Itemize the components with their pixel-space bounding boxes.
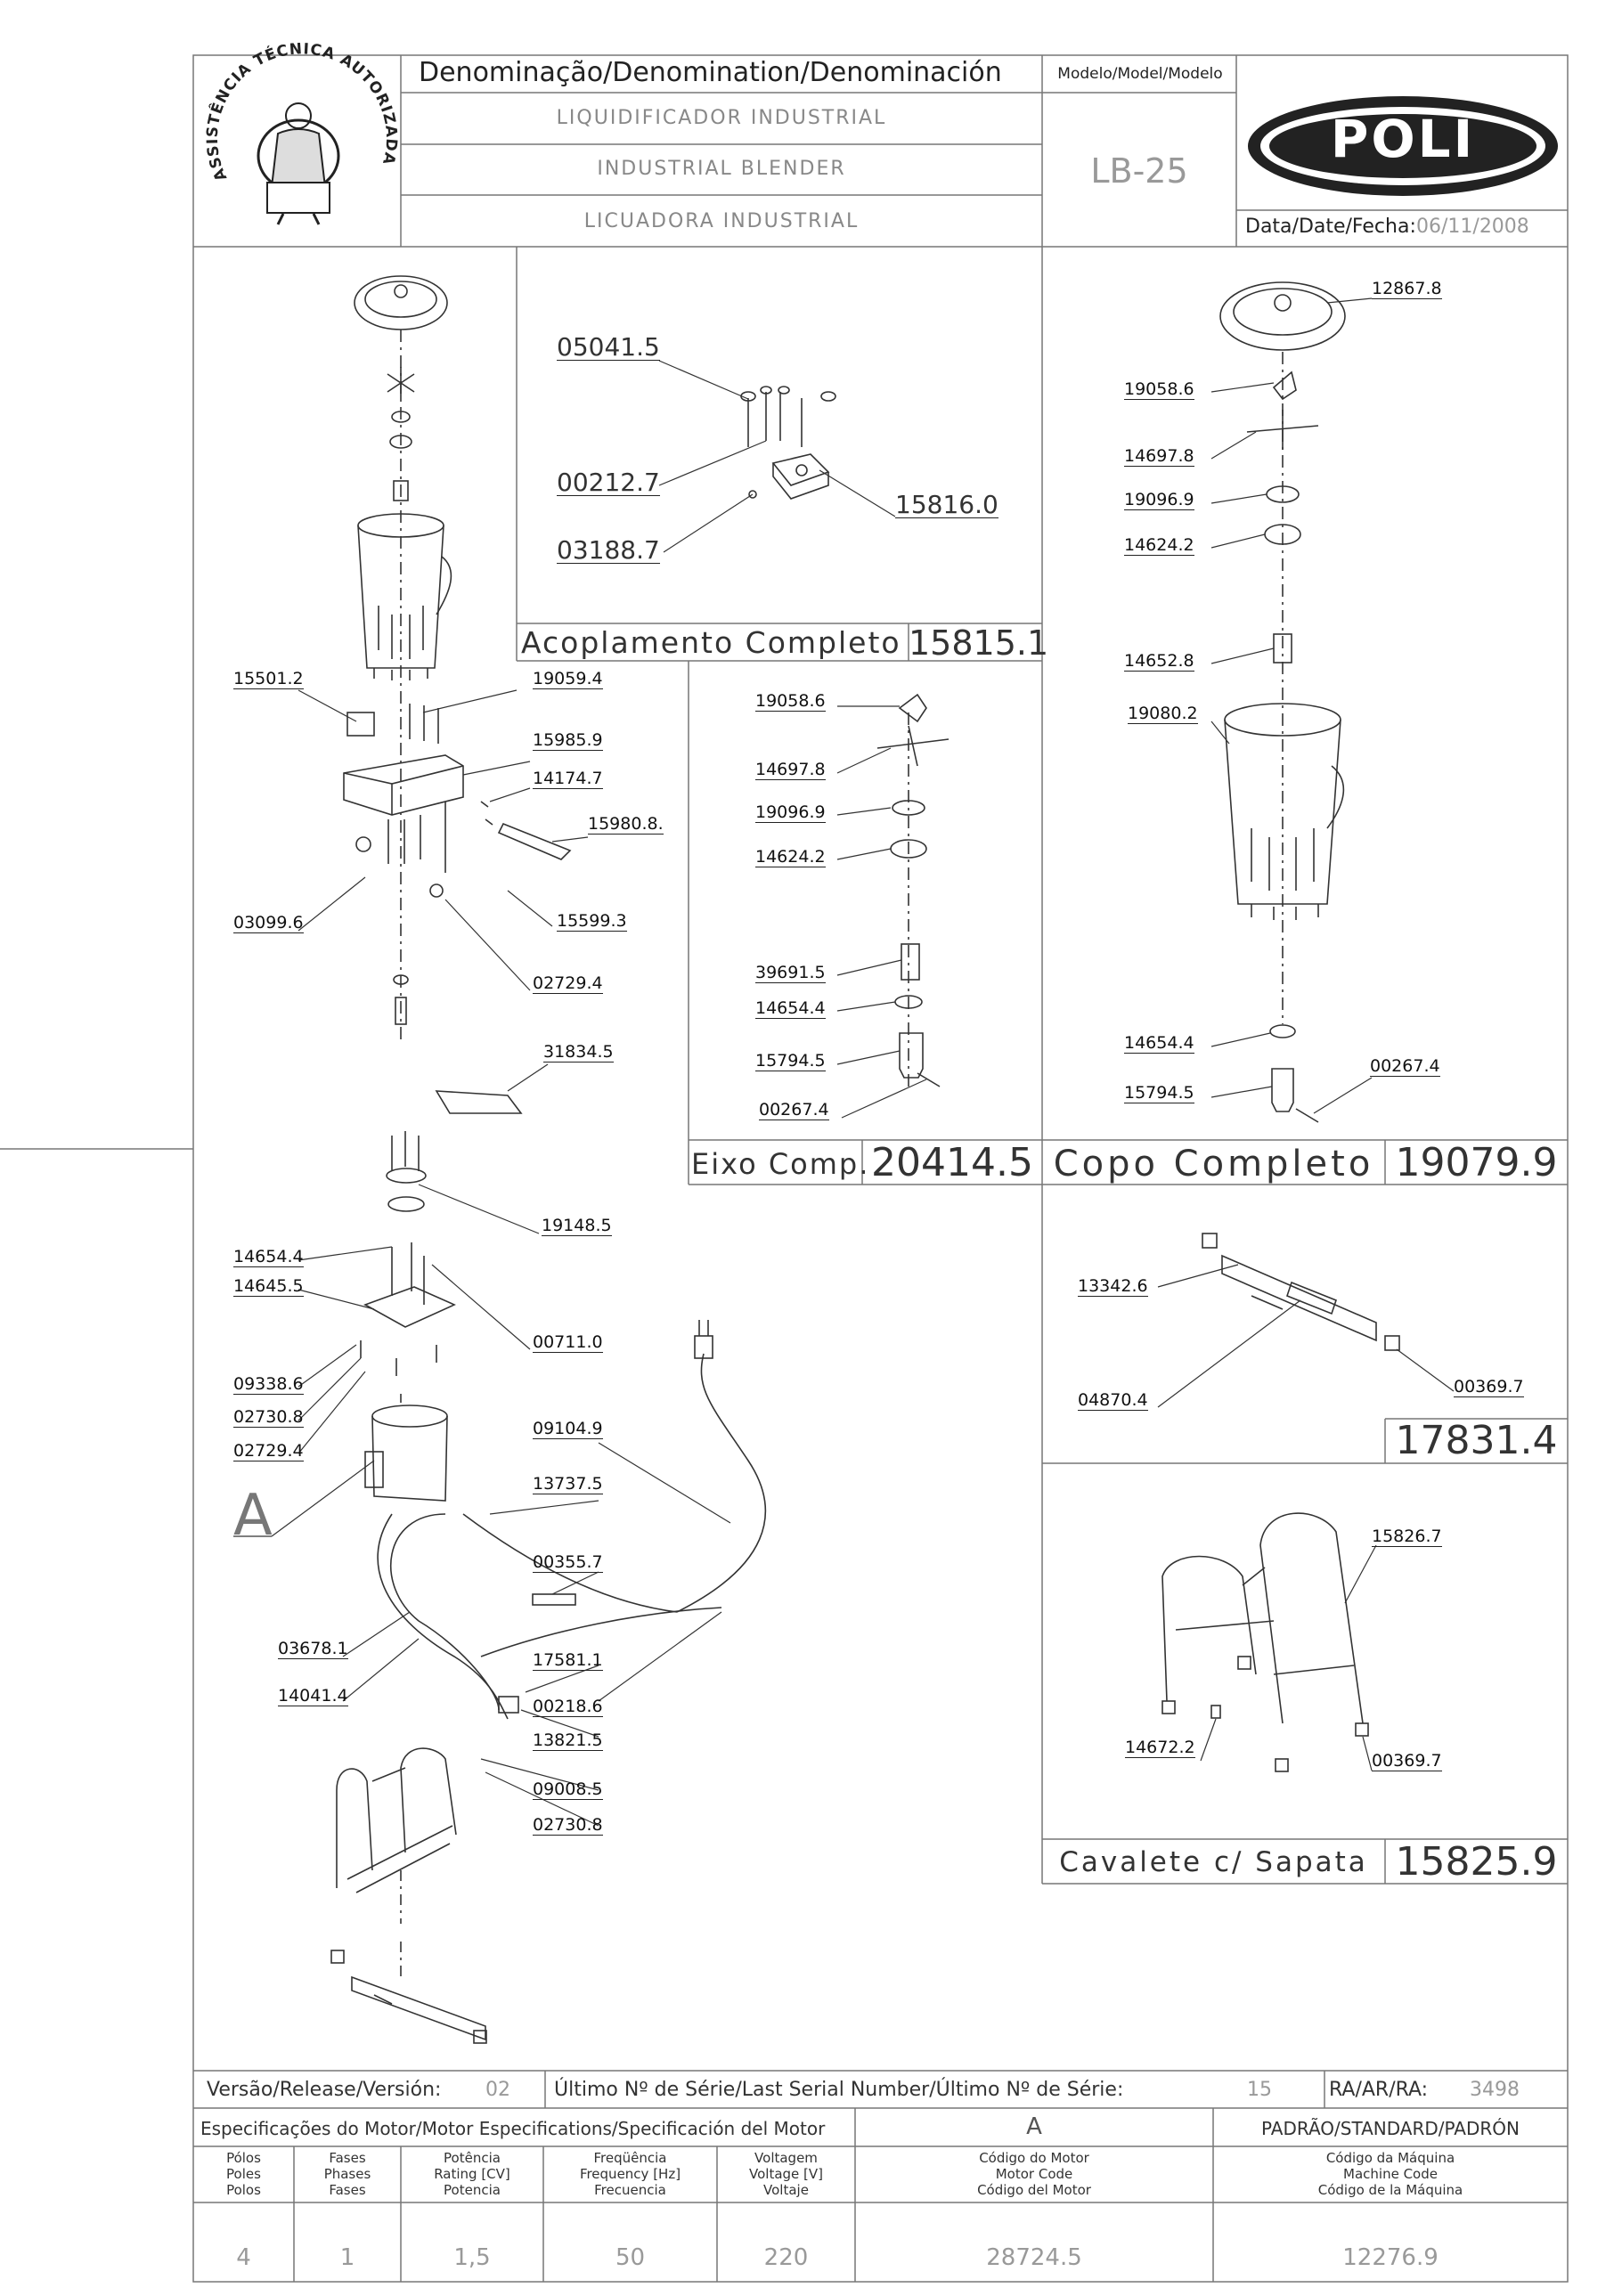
ra-label: RA/AR/RA: xyxy=(1329,2079,1429,2101)
part-label: 00218.6 xyxy=(533,1697,603,1716)
part-label: 13342.6 xyxy=(1078,1276,1148,1296)
spec-header-voltage: Voltagem Voltage [V] Voltaje xyxy=(749,2150,823,2198)
motor-spec-label: Especificações do Motor/Motor Especifications/Specificación del Motor xyxy=(200,2118,826,2139)
part-label: 15816.0 xyxy=(895,490,998,519)
part-label: 14645.5 xyxy=(233,1276,304,1296)
stand-title: Cavalete c/ Sapata xyxy=(1059,1846,1368,1878)
part-label: 19148.5 xyxy=(542,1216,612,1235)
brand-name: POLI xyxy=(1330,109,1476,169)
spec-header-poles: Pólos Poles Polos xyxy=(226,2150,261,2198)
cup-title: Copo Completo xyxy=(1053,1144,1374,1185)
part-label: 19096.9 xyxy=(1124,490,1194,509)
part-label: 00355.7 xyxy=(533,1552,603,1572)
part-label: 15794.5 xyxy=(755,1051,826,1071)
serial-label: Último Nº de Série/Last Serial Number/Último Nº de Série: xyxy=(554,2079,1124,2101)
shaft-code: 20414.5 xyxy=(871,1140,1033,1185)
part-label: 13821.5 xyxy=(533,1730,603,1750)
coupling-code: 15815.1 xyxy=(909,623,1049,663)
spec-value-frequency: 50 xyxy=(615,2244,646,2271)
part-label: 19059.4 xyxy=(533,669,603,688)
shaft-title: Eixo Comp. xyxy=(691,1147,870,1181)
part-label: 13737.5 xyxy=(533,1474,603,1494)
product-name-en: INDUSTRIAL BLENDER xyxy=(597,158,846,180)
part-label: 15985.9 xyxy=(533,730,603,750)
part-label: 12867.8 xyxy=(1372,279,1442,298)
spec-header-phases: Fases Phases Fases xyxy=(323,2150,371,2198)
part-label: 09104.9 xyxy=(533,1419,603,1438)
part-label: 17581.1 xyxy=(533,1650,603,1670)
date-label: Data/Date/Fecha: xyxy=(1245,216,1416,238)
poli-logo xyxy=(1245,93,1561,199)
version-value: 02 xyxy=(485,2079,510,2101)
part-label: 15794.5 xyxy=(1124,1083,1194,1103)
spec-header-rating: Potência Rating [CV] Potencia xyxy=(434,2150,510,2198)
part-label: 09008.5 xyxy=(533,1779,603,1799)
part-label: 39691.5 xyxy=(755,963,826,982)
part-label: 03099.6 xyxy=(233,913,304,932)
part-label: 14697.8 xyxy=(1124,446,1194,466)
part-label: 14624.2 xyxy=(755,847,826,867)
part-label: 19058.6 xyxy=(755,691,826,711)
model-label: Modelo/Model/Modelo xyxy=(1057,65,1223,83)
coupling-title: Acoplamento Completo xyxy=(521,625,901,660)
part-label: 31834.5 xyxy=(543,1042,614,1062)
crossbar-code: 17831.4 xyxy=(1395,1418,1558,1463)
motor-callout: A xyxy=(233,1483,273,1549)
part-label: 15826.7 xyxy=(1372,1527,1442,1546)
part-label: 14624.2 xyxy=(1124,535,1194,555)
spec-header-frequency: Freqüência Frequency [Hz] Frecuencia xyxy=(579,2150,681,2198)
version-label: Versão/Release/Versión: xyxy=(207,2079,442,2101)
part-label: 00267.4 xyxy=(759,1100,829,1120)
spec-value-rating: 1,5 xyxy=(453,2244,491,2271)
part-label: 14041.4 xyxy=(278,1686,348,1706)
part-label: 05041.5 xyxy=(557,332,660,362)
stand-code: 15825.9 xyxy=(1395,1839,1558,1885)
part-label: 14654.4 xyxy=(1124,1033,1194,1053)
part-label: 14654.4 xyxy=(233,1247,304,1266)
part-label: 09338.6 xyxy=(233,1374,304,1394)
spec-header-machine-code: Código da Máquina Machine Code Código de la Máquina xyxy=(1317,2150,1463,2198)
spec-value-machine-code: 12276.9 xyxy=(1342,2244,1439,2271)
part-label: 00711.0 xyxy=(533,1332,603,1352)
spec-header-motor-code: Código do Motor Motor Code Código del Motor xyxy=(977,2150,1091,2198)
product-name-es: LICUADORA INDUSTRIAL xyxy=(583,210,860,232)
serial-value: 15 xyxy=(1247,2079,1272,2101)
product-name-pt: LIQUIDIFICADOR INDUSTRIAL xyxy=(556,107,887,129)
spec-value-poles: 4 xyxy=(236,2244,251,2271)
part-label: 00267.4 xyxy=(1370,1056,1440,1076)
part-label: 02730.8 xyxy=(233,1407,304,1427)
standard-label: PADRÃO/STANDARD/PADRÓN xyxy=(1261,2118,1520,2139)
part-label: 14697.8 xyxy=(755,760,826,779)
part-label: 15599.3 xyxy=(557,911,627,931)
part-label: 00212.7 xyxy=(557,468,660,497)
part-label: 00369.7 xyxy=(1454,1377,1524,1396)
part-label: 15501.2 xyxy=(233,669,304,688)
motor-letter: A xyxy=(1026,2113,1042,2140)
date-value: 06/11/2008 xyxy=(1416,216,1529,238)
part-label: 03188.7 xyxy=(557,535,660,565)
part-label: 14652.8 xyxy=(1124,651,1194,671)
part-label: 02729.4 xyxy=(233,1441,304,1461)
part-label: 14672.2 xyxy=(1125,1738,1195,1757)
part-label: 03678.1 xyxy=(278,1639,348,1658)
ra-value: 3498 xyxy=(1470,2079,1520,2101)
part-label: 19096.9 xyxy=(755,802,826,822)
spec-value-voltage: 220 xyxy=(763,2244,809,2271)
part-label: 14654.4 xyxy=(755,998,826,1018)
part-label: 19080.2 xyxy=(1128,704,1198,723)
part-label: 19058.6 xyxy=(1124,379,1194,399)
cup-code: 19079.9 xyxy=(1395,1140,1558,1185)
part-label: 02730.8 xyxy=(533,1815,603,1835)
part-label: 02729.4 xyxy=(533,973,603,993)
spec-value-motor-code: 28724.5 xyxy=(986,2244,1082,2271)
spec-value-phases: 1 xyxy=(339,2244,355,2271)
part-label: 04870.4 xyxy=(1078,1390,1148,1410)
part-label: 00369.7 xyxy=(1372,1751,1442,1771)
part-label: 15980.8. xyxy=(588,814,664,834)
model-value: LB-25 xyxy=(1090,151,1188,191)
denomination-label: Denominação/Denomination/Denominación xyxy=(419,57,1002,88)
svg-text:ASSISTÊNCIA TÉCNICA AUTORIZADA: ASSISTÊNCIA TÉCNICA AUTORIZADA xyxy=(203,40,401,184)
part-label: 14174.7 xyxy=(533,769,603,788)
